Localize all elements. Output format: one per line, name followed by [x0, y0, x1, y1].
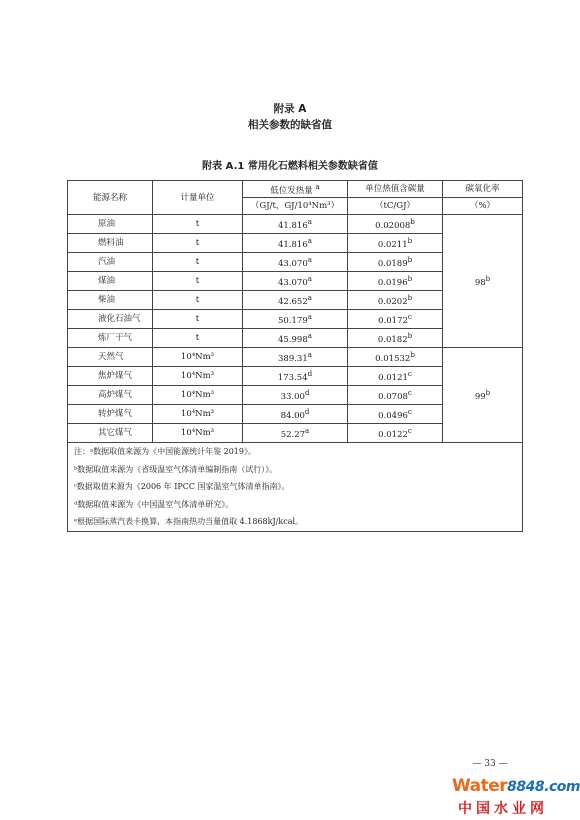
carbon-content-value: 0.0182: [377, 334, 408, 345]
fuel-name-cell: 原油: [68, 215, 153, 234]
table-caption: 附表 A.1 常用化石燃料相关参数缺省值: [202, 161, 378, 172]
unit-cell: 10⁴Nm³: [153, 348, 243, 367]
header-oxidation: 碳氧化率: [443, 181, 523, 198]
carbon-content-value: 0.0122: [378, 429, 408, 440]
fuel-name-cell: 其它煤气: [68, 424, 153, 443]
ncv-source-sup: a: [307, 350, 312, 360]
fuel-name-cell: 高炉煤气: [68, 386, 153, 405]
note-line: ᵉ根据国际蒸汽表卡换算，本指南热功当量值取 4.1868kJ/kcal。: [74, 517, 304, 526]
carbon-content-cell: [348, 310, 443, 329]
header-carbon: 单位热值含碳量: [348, 181, 443, 198]
ncv-source-sup: d: [304, 407, 310, 417]
note-line: 注：ᵃ数据取值来源为《中国能源统计年鉴 2019》。: [74, 447, 256, 456]
watermark-logo-main: Water: [452, 776, 508, 796]
ncv-source-sup: a: [307, 293, 312, 303]
ncv-source-sup: d: [304, 388, 310, 398]
fuel-name-cell: 煤油: [68, 272, 153, 291]
header-ncv-label: 低位发热量: [270, 185, 313, 196]
header-oxidation-unit: （%）: [443, 198, 523, 215]
carbon-content-value: 0.0196: [377, 277, 408, 288]
fuel-name-cell: 转炉煤气: [68, 405, 153, 424]
fossil-fuel-parameters-table: [67, 180, 523, 532]
ncv-value: 41.816: [278, 220, 308, 231]
carbon-content-cell: [348, 386, 443, 405]
ncv-value: 173.54: [277, 372, 308, 383]
header-ncv-sup: a: [315, 182, 320, 192]
ncv-value: 42.652: [278, 296, 308, 307]
carbon-content-value: 0.0202: [377, 296, 408, 307]
ncv-cell: [243, 215, 348, 234]
carbon-source-sup: b: [410, 217, 415, 227]
ncv-source-sup: a: [307, 217, 312, 227]
header-name: 能源名称: [68, 181, 153, 215]
ncv-source-sup: a: [307, 236, 312, 246]
ncv-value: 43.070: [278, 258, 308, 269]
table-body: [68, 215, 523, 443]
ncv-source-sup: a: [307, 331, 312, 341]
carbon-content-value: 0.0189: [377, 258, 408, 269]
fuel-name-cell: 燃料油: [68, 234, 153, 253]
note-line: ᵈ数据取值来源为《中国温室气体清单研究》。: [74, 499, 234, 509]
oxidation-rate-value: 99: [474, 391, 486, 402]
fuel-name-cell: 汽油: [68, 253, 153, 272]
ncv-source-sup: a: [307, 312, 312, 322]
note-line: ᶜ数据取值来源为《2006 年 IPCC 国家温室气体清单指南》。: [74, 482, 290, 491]
ncv-source-sup: a: [305, 426, 310, 436]
carbon-source-sup: c: [407, 369, 412, 379]
oxidation-rate-cell: [443, 215, 523, 348]
ncv-value: 43.070: [278, 277, 308, 288]
carbon-source-sup: c: [407, 312, 412, 322]
carbon-source-sup: c: [407, 407, 412, 417]
carbon-content-value: 0.0496: [378, 410, 408, 421]
carbon-source-sup: c: [407, 388, 412, 398]
unit-cell: t: [153, 291, 243, 310]
ncv-value: 41.816: [278, 239, 308, 250]
fuel-name-cell: 焦炉煤气: [68, 367, 153, 386]
ncv-cell: [243, 272, 348, 291]
fuel-name-cell: 柴油: [68, 291, 153, 310]
note-line: ᵇ数据取值来源为《省级温室气体清单编制指南（试行）》。: [74, 464, 278, 474]
carbon-source-sup: b: [407, 274, 413, 284]
ncv-cell: [243, 329, 348, 348]
watermark-logo-text: [452, 776, 580, 796]
ncv-cell: [243, 386, 348, 405]
carbon-content-cell: [348, 367, 443, 386]
header-carbon-unit: （tC/GJ）: [348, 198, 443, 215]
carbon-content-cell: [348, 329, 443, 348]
carbon-content-cell: [348, 405, 443, 424]
oxidation-rate-cell: [443, 348, 523, 443]
ncv-source-sup: a: [307, 274, 312, 284]
fuel-name-cell: 天然气: [68, 348, 153, 367]
ncv-value: 52.27: [280, 429, 306, 440]
fuel-name-cell: 炼厂干气: [68, 329, 153, 348]
ncv-value: 84.00: [280, 410, 305, 421]
ncv-cell: [243, 348, 348, 367]
unit-cell: t: [153, 234, 243, 253]
carbon-content-cell: [348, 215, 443, 234]
header-ncv-unit: （GJ/t，GJ/10⁴Nm³）: [243, 198, 348, 215]
oxidation-rate-value: 98: [474, 277, 486, 288]
ncv-value: 389.31: [278, 353, 308, 364]
carbon-content-value: 0.0172: [378, 315, 408, 326]
carbon-content-value: 0.01532: [375, 353, 411, 364]
ncv-cell: [243, 291, 348, 310]
carbon-source-sup: b: [407, 236, 413, 246]
table-notes: [68, 443, 523, 532]
fuel-name-cell: 液化石油气: [68, 310, 153, 329]
unit-cell: t: [153, 215, 243, 234]
ncv-cell: [243, 234, 348, 253]
carbon-content-cell: [348, 424, 443, 443]
unit-cell: 10⁴Nm³: [153, 405, 243, 424]
unit-cell: 10⁴Nm³: [153, 386, 243, 405]
header-ncv: [243, 181, 348, 198]
carbon-content-cell: [348, 253, 443, 272]
ncv-value: 45.998: [278, 334, 308, 345]
carbon-content-cell: [348, 272, 443, 291]
carbon-content-value: 0.02008: [375, 220, 411, 231]
carbon-source-sup: b: [410, 350, 415, 360]
ncv-cell: [243, 367, 348, 386]
carbon-source-sup: c: [407, 426, 412, 436]
carbon-content-cell: [348, 348, 443, 367]
ncv-value: 33.00: [280, 391, 305, 402]
header-unit: 计量单位: [153, 181, 243, 215]
ncv-cell: [243, 253, 348, 272]
ncv-cell: [243, 310, 348, 329]
watermark-logo-cn: 中国水业网: [458, 801, 548, 817]
carbon-content-cell: [348, 291, 443, 310]
unit-cell: t: [153, 272, 243, 291]
ncv-source-sup: d: [307, 369, 313, 379]
ncv-cell: [243, 405, 348, 424]
table-row: [68, 215, 523, 234]
carbon-content-value: 0.0211: [377, 239, 408, 250]
oxidation-source-sup: b: [485, 274, 491, 284]
carbon-content-value: 0.0708: [378, 391, 408, 402]
carbon-source-sup: b: [407, 331, 413, 341]
table-row: [68, 348, 523, 367]
watermark-logo: [452, 776, 580, 818]
appendix-subtitle: 相关参数的缺省值: [248, 119, 332, 131]
ncv-value: 50.179: [278, 315, 308, 326]
unit-cell: 10⁴Nm³: [153, 424, 243, 443]
watermark-logo-num: 8848.com: [507, 779, 580, 795]
ncv-source-sup: a: [307, 255, 312, 265]
carbon-content-value: 0.0121: [378, 372, 408, 383]
unit-cell: t: [153, 329, 243, 348]
oxidation-source-sup: b: [485, 388, 491, 398]
carbon-source-sup: b: [407, 255, 413, 265]
appendix-title: 附录 A: [273, 103, 307, 115]
unit-cell: t: [153, 253, 243, 272]
page-number: — 33 —: [472, 759, 508, 769]
unit-cell: t: [153, 310, 243, 329]
ncv-cell: [243, 424, 348, 443]
carbon-source-sup: b: [407, 293, 413, 303]
unit-cell: 10⁴Nm³: [153, 367, 243, 386]
carbon-content-cell: [348, 234, 443, 253]
